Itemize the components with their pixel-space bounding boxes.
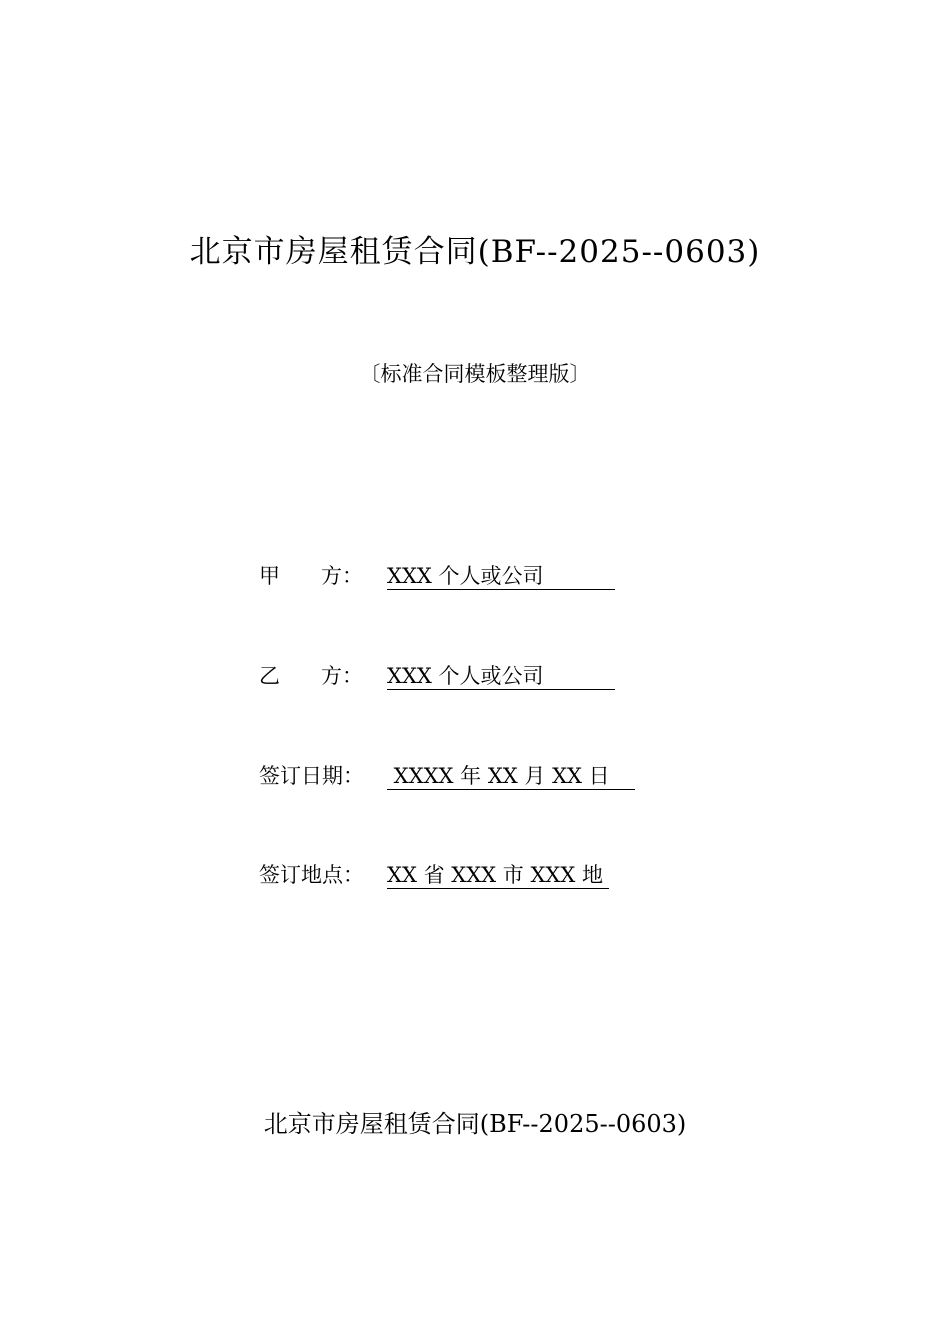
party-b-label — [259, 658, 387, 694]
party-b-value: XXX 个人或公司 — [387, 663, 615, 690]
sign-date-field — [259, 758, 635, 794]
party-a-label — [259, 558, 387, 594]
document-title: 北京市房屋租赁合同(BF--2025--0603) — [189, 234, 761, 270]
party-a-label-suffix: 方： — [321, 564, 363, 588]
footer-title: 北京市房屋租赁合同(BF--2025--0603) — [263, 1110, 687, 1138]
sign-place-field — [259, 857, 609, 893]
party-b-label-suffix: 方： — [321, 664, 363, 688]
party-a-field — [259, 558, 615, 594]
sign-date-value: XXXX 年 XX 月 XX 日 — [387, 763, 635, 790]
party-b-field — [259, 658, 615, 694]
sign-place-value: XX 省 XXX 市 XXX 地 — [387, 862, 609, 889]
sign-place-label: 签订地点： — [259, 863, 364, 887]
party-a-value: XXX 个人或公司 — [387, 563, 615, 590]
party-a-label-char: 甲 — [259, 564, 280, 588]
sign-date-label: 签订日期： — [259, 764, 364, 788]
party-b-label-char: 乙 — [259, 664, 280, 688]
document-subtitle: 〔标准合同模板整理版〕 — [359, 362, 591, 386]
